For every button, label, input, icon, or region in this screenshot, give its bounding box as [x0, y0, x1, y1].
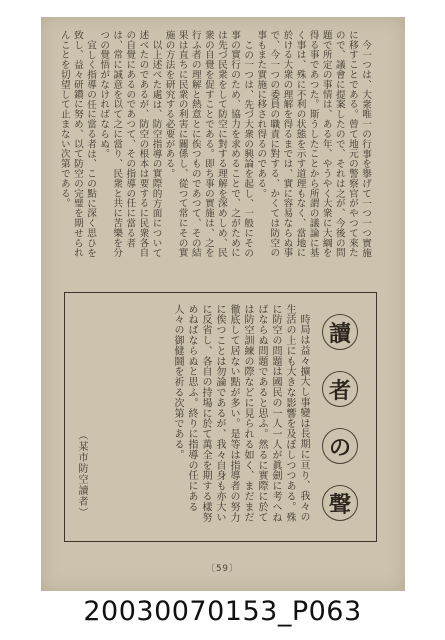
readers-voice-text — [78, 304, 310, 528]
readers-voice-paragraph: 時局は益々擴大し事變は長期に亘り、我々の生活の上にも大きな影響を及ぼしつつある。殊に防空の問題は國民の一人一人が眞劍に考へねばならぬ問題であると思ふ。然るに實際に於ては防空訓練の際などに見られる如く、まだまだ徹底して居ない點が多い。是等は指導者の努力に俟つことは勿論であるが、我々自身も亦大いに反省し、各自の持場に於て萬全を期する樣努めねばならぬと思ふ。終りに指導の任にある人々の御健鬪を祈る次第である。 — [172, 304, 309, 523]
article-paragraph: 宜しく指導の任に當る者は、この點に深く思ひを致し、益々研鑽に努め、以て防空の完璧を期せられんことを切望して止まない次第である。 — [58, 30, 97, 258]
title-char: 讀 — [328, 321, 351, 347]
title-char: の — [328, 435, 351, 461]
readers-voice-title — [320, 308, 360, 530]
article-paragraph: 今一つは、大衆唯一の行事を擧げて一つ一つ實施に移すことである。曾て地元の警察官がやつて來たので、議會に提案したので、それは之が、今後の問題で所定の事情は、ある年、やうやく大衆に大綱を得る事であつた。斯うしたことから所謂の議論に基く事は、殊に不利の状態を示す道理もなく、當地に於ける大衆の理解を得るまでは、實に容易ならぬ事で、今一つの委員の職責に對する、かくては防空の事もまた實施に移され得るのである。 — [255, 30, 371, 258]
readers-voice-signature: （某市防空讀者） — [76, 430, 87, 518]
article-paragraph: 以上述べた處は、防空指導の實際的方面について述べたのであるが、防空の根本は要するに民衆各自の自覺にあるのであつて、その指導の任に當る者は、常に誠意を以て之に當り、民衆と共に苦樂を分つの覺悟がなければならぬ。 — [98, 30, 162, 258]
page-number: 〔59〕 — [206, 564, 239, 574]
article-body — [60, 30, 372, 262]
title-char: 者 — [328, 378, 351, 404]
image-caption: 20030070153_P063 — [83, 596, 362, 627]
title-char: 聲 — [328, 492, 351, 518]
article-paragraph: この一つは、先づ大衆の興論を起し、一般にその事の實行のため、協力を求めることで、之がためには先づ民衆をして防空に對する理解を深めしめ、民衆の自覺を促すことである。即ち事の實施は、之を行ふ者の理解と熱意とに俟つものであつて、その結果は直ちに民衆の利害に關係し、從つて常にその實施の方法を研究する必要がある。 — [163, 30, 254, 258]
